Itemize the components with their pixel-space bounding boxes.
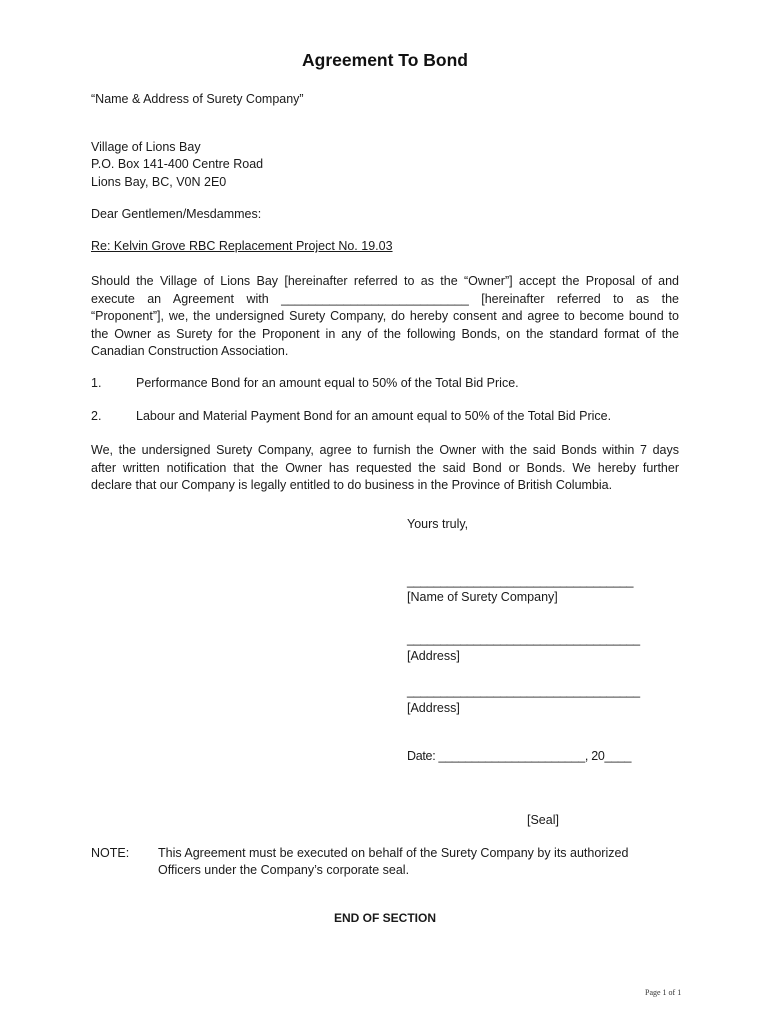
signature-label: [Name of Surety Company] bbox=[407, 590, 558, 604]
list-item-number: 2. bbox=[91, 409, 102, 423]
date-line: Date: ______________________, 20____ bbox=[407, 749, 632, 763]
re-line: Re: Kelvin Grove RBC Replacement Project No. 19.03 bbox=[91, 239, 393, 253]
list-item-text: Labour and Material Payment Bond for an amount equal to 50% of the Total Bid Price. bbox=[136, 409, 612, 423]
list-item-number: 1. bbox=[91, 376, 102, 390]
paragraph-undertaking bbox=[91, 442, 679, 495]
note-line: Officers under the Company’s corporate seal. bbox=[158, 863, 410, 877]
address-line: ___________________________________ bbox=[407, 684, 640, 698]
address-label: [Address] bbox=[407, 649, 460, 663]
paragraph-line: Canadian Construction Association. bbox=[91, 344, 289, 358]
paragraph-line: Should the Village of Lions Bay [hereinafter referred to as the “Owner”] accept the Proposal of and bbox=[91, 274, 679, 288]
surety-placeholder: “Name & Address of Surety Company” bbox=[91, 92, 304, 106]
address-line: ___________________________________ bbox=[407, 632, 640, 646]
salutation: Dear Gentlemen/Mesdammes: bbox=[91, 207, 262, 221]
paragraph-line: after written notification that the Owner has requested the said Bond or Bonds. We hereby further bbox=[91, 460, 679, 475]
recipient-line: Lions Bay, BC, V0N 2E0 bbox=[91, 175, 227, 189]
end-of-section: END OF SECTION bbox=[333, 911, 436, 925]
paragraph-intro bbox=[91, 273, 679, 361]
list-item-text: Performance Bond for an amount equal to 50% of the Total Bid Price. bbox=[136, 376, 519, 390]
note-line: This Agreement must be executed on behalf of the Surety Company by its authorized bbox=[158, 846, 629, 860]
seal-label: [Seal] bbox=[527, 813, 559, 827]
closing: Yours truly, bbox=[407, 517, 469, 531]
note-label: NOTE: bbox=[91, 846, 130, 860]
recipient-line: P.O. Box 141-400 Centre Road bbox=[91, 157, 264, 171]
paragraph-line: declare that our Company is legally entitled to do business in the Province of British Columbia. bbox=[91, 478, 613, 492]
address-label: [Address] bbox=[407, 701, 460, 715]
page-number: Page 1 of 1 bbox=[645, 988, 682, 997]
paragraph-line: “Proponent”], we, the undersigned Surety Company, do hereby consent and agree to become bound to bbox=[91, 309, 679, 323]
paragraph-line: execute an Agreement with ___________________________ [hereinafter referred to as the bbox=[91, 291, 679, 306]
page-title: Agreement To Bond bbox=[302, 50, 468, 70]
paragraph-line: the Owner as Surety for the Proponent in any of the following Bonds, on the standard format of the bbox=[91, 326, 679, 341]
paragraph-line: We, the undersigned Surety Company, agree to furnish the Owner with the said Bonds within 7 days bbox=[91, 443, 679, 457]
recipient-line: Village of Lions Bay bbox=[91, 140, 201, 154]
signature-line: __________________________________ bbox=[407, 574, 634, 588]
